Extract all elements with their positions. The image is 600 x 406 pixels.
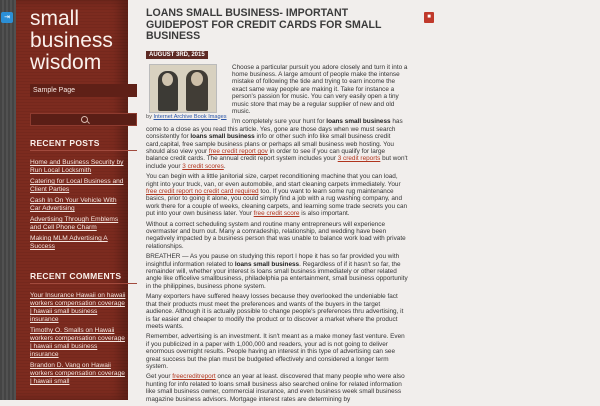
- bookmark-icon[interactable]: ■: [424, 12, 434, 23]
- paragraph: Remember, advertising is an investment. It isn't meant as a make money fast venture. Even if you publicized in a paper with 1,000,000 and readers, your ad is not going to deliver enormous overnight results. People having an interest in this type of advertising can see great success but the plan must be budgeted effectively and considered a longer term system.: [146, 333, 405, 370]
- recent-post-link[interactable]: Home and Business Security by Run Local Locksmith: [30, 159, 124, 174]
- recent-comments-title: RECENT COMMENTS: [30, 271, 122, 281]
- nav-item-sample-page[interactable]: Sample Page: [30, 84, 137, 97]
- post-photo[interactable]: [149, 64, 217, 113]
- free-credit-report-link[interactable]: free credit report no credit card required: [146, 188, 259, 195]
- recent-comments-list: [30, 292, 126, 389]
- recent-post-link[interactable]: Cash In On Your Vehicle With Car Advertising: [30, 197, 117, 212]
- recent-post-link[interactable]: Catering for Local Business and Client Parties: [30, 178, 124, 193]
- paragraph: Many exporters have suffered heavy losses because they overlooked the undeniable fact that their products must meet the preferences and wants of the buyers in the target audience. Although it is actually possible to change people's preferences thru advertising, it is far easier and cheaper to modify the product or to discover a market where the product meets wants.: [146, 293, 404, 330]
- image-caption: by Internet Archive Book Images: [146, 113, 227, 120]
- post-title[interactable]: LOANS SMALL BUSINESS- IMPORTANT GUIDEPOST FOR CREDIT CARDS FOR SMALL BUSINESS: [146, 7, 382, 42]
- share-icon[interactable]: ⇥: [1, 12, 13, 23]
- post-date: AUGUST 3RD, 2015: [146, 51, 208, 59]
- paragraph: Get your freecreditreport once an year at least. discovered that many people who were also hunting for info related to loans small business also searched online for related information like small business owner, commercial insurance, and even business week small business magazine business advisors. Mortgage interest rates are determining by: [146, 373, 405, 403]
- site-title[interactable]: small business wisdom: [30, 7, 113, 74]
- recent-comment-link[interactable]: Timothy O. Smalls on Hawaii workers compensation coverage | hawaii small business insurance: [30, 327, 125, 358]
- free-credit-score-link[interactable]: free credit score: [253, 210, 300, 218]
- widget-divider: [30, 150, 137, 151]
- credit-reports-link[interactable]: 3 credit reports: [337, 155, 381, 163]
- search-icon[interactable]: [81, 116, 88, 123]
- paragraph: You can begin with a little janitorial size, carpet reconditioning machine that you can load, right into your truck, van, or even automobile, and start cleaning carpets immediately. Your free credit report no credit card required too. If you want to learn some rug maintenance basics, prior to going it alone, you could simply find a job with a rug washing company, and work there for a couple of weeks, cleaning carpets, and learning some trade secrets you can put into your own business later. Your free credit score is also important.: [146, 173, 408, 218]
- paragraph: I'm completely sure your hunt for loans small business has come to a close as you read this article. Yes, gone are those days when we must search consistently for loans small business info or other such info like small business credit card,capital, free sample business plans or perhaps all small business web hosting. You should also view your free credit report gov in order to see if you can qualify for large balance credit cards. The annual credit report system includes your 3 credit reports but won't include your 3 credit scores.: [146, 118, 408, 170]
- post-body: [146, 64, 408, 403]
- recent-comment-link[interactable]: Your Insurance Hawaii on hawaii workers compensation coverage | hawaii small business insurance: [30, 292, 126, 323]
- freecreditreport-link[interactable]: freecreditreport: [172, 373, 216, 381]
- paragraph: Without a correct scheduling system and routine many entrepreneurs will experience overmaster and burn out. Many a comradeship, relationship, and wedding have been negatively impacted by a business person that was unable to balance work load with private relationships.: [146, 220, 406, 250]
- free-credit-report-gov-link[interactable]: free credit report gov: [208, 147, 268, 155]
- recent-posts-title: RECENT POSTS: [30, 138, 100, 148]
- left-edge-strip: [0, 0, 16, 400]
- search-input[interactable]: [30, 113, 137, 126]
- recent-posts-list: [30, 159, 126, 254]
- recent-post-link[interactable]: Making MLM Advertising A Success: [30, 235, 108, 250]
- recent-post-link[interactable]: Advertising Through Emblems and Cell Phone Charm: [30, 216, 119, 231]
- post-figure: [146, 64, 228, 121]
- recent-comment-link[interactable]: Brandon D. Vang on Hawaii workers compensation coverage | hawaii small: [30, 362, 125, 385]
- credit-scores-link[interactable]: 3 credit scores: [182, 162, 224, 170]
- sidebar: [16, 0, 128, 400]
- paragraph: BREATHER — As you pause on studying this report I hope it has so far provided you with insightful information related to loans small business. Regardless of if it hasn't so far, the remainder will, whether your interest is loans small business immediately or other related angle like officelive smallbusiness, philadelphia pa entertainment, small business opportunity in the philippines, business phone system.: [146, 253, 408, 290]
- image-credit-link[interactable]: Internet Archive Book Images: [153, 113, 227, 120]
- post-content: [146, 8, 408, 406]
- paragraph: Choose a particular pursuit you adore closely and turn it into a home business. A large amount of people make the intense mistake of following the tide and trying to earn income the exact same way people are making it. Take for instance a person's passion for music. You can very easily open a tiny music store that may be a regular supplier of new and old music.: [232, 63, 408, 115]
- widget-divider: [30, 283, 137, 284]
